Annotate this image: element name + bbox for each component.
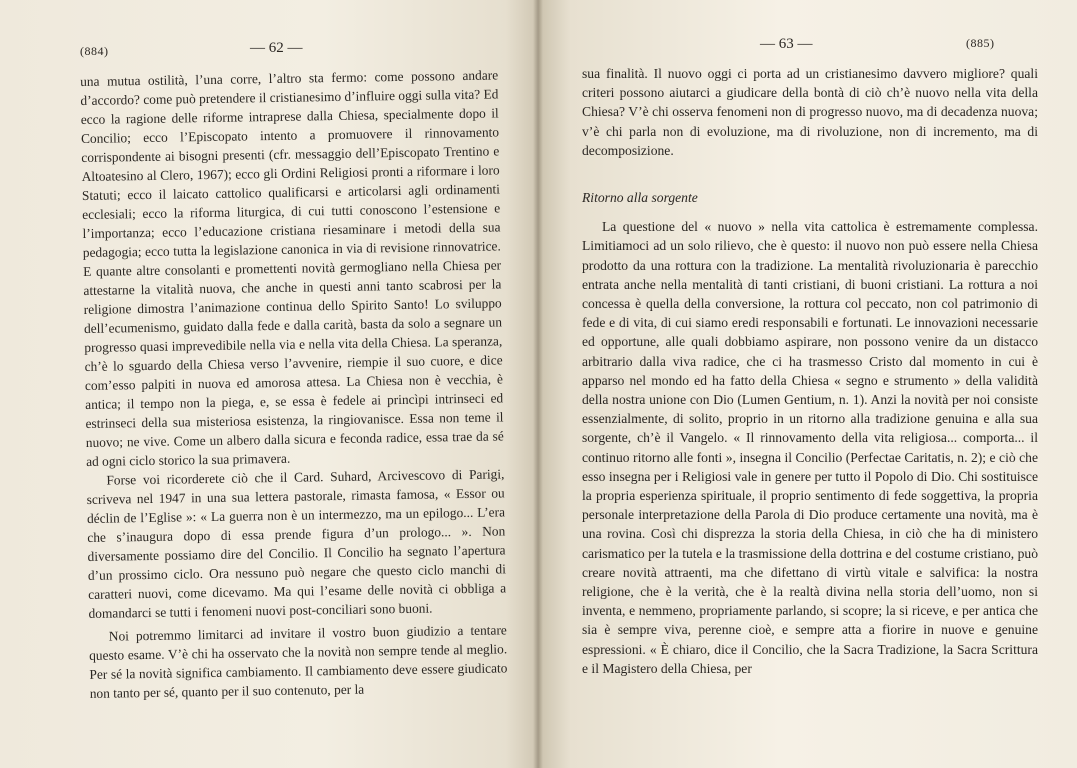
right-intro-paragraph: sua finalità. Il nuovo oggi ci porta ad un cristianesimo davvero migliore? quali criteri possono aiutarci a giudicare della bontà di ciò ch’è nuovo nella vita della Chiesa? V’è chi osserva fenomeni non di progresso nuovo, ma di decadenza nuova; v’è chi parla non di evoluzione, ma di rivoluzione, non di incremento, ma di decomposizione. xyxy=(582,66,1038,158)
right-page-header xyxy=(538,38,1077,58)
left-bracket-page-number: (884) xyxy=(80,44,109,58)
section-heading: Ritorno alla sorgente xyxy=(582,190,698,206)
left-paragraph-3: Noi potremmo limitarci ad invitare il vostro buon giudizio a tentare questo esame. V’è chi ha osservato che la novità non sempre tende al meglio. Per sé la novità significa cambiamento. Il cambiamento deve essere giudicato non tanto per sé, quanto per il suo contenuto, per la xyxy=(89,622,508,701)
right-bracket-page-number: (885) xyxy=(966,36,995,50)
right-page-number: — 63 — xyxy=(760,36,813,52)
right-paragraph-1: La questione del « nuovo » nella vita cattolica è estremamente complessa. Limitiamoci ad un solo rilievo, che è questo: il nuovo non può essere nella Chiesa prodotto da una rottura con la tradizione. La mentalità rivoluzionaria è parecchio entrata anche nella mentalità di tanti cristiani, di buoni cristiani. La rottura a noi concessa è quella della conversione, la rottura col peccato, non col patrimonio di fede e di vita, di cui siamo eredi responsabili e fortunati. Le innovazioni necessarie ed opportune, alle quali dobbiamo aspirare, non possono venire da un distacco arbitrario dalla viva radice, che ci ha trasmesso Cristo dal momento in cui è apparso nel mondo ed ha fatto della Chiesa « segno e strumento » della validità della nostra unione con Dio (Lumen Gentium, n. 1). Anzi la novità per noi consiste essenzialmente, di solito, proprio in un ritorno alla tradizione genuina e alla sua sorgente, ch’è il Vangelo. « Il rinnovamento della vita religiosa... comporta... il continuo ritorno alle fonti », insegna il Concilio (Perfectae Caritatis, n. 2); e ciò che esso insegna per i Religiosi vale in genere per tutto il Popolo di Dio. Chi sostituisce la propria esperienza spirituale, il proprio sentimento di fede soggettiva, la propria personale interpretazione della Parola di Dio produce certamente una novità, ma è una rovina. Così chi disprezza la storia della Chiesa, in ciò che ha di ministero carismatico per la tutela e la trasmissione della dottrina e del costume cristiano, può creare novità attraenti, ma che difettano di virtù vitale e salvifica: la nostra religione, che è la verità, che è la realtà divina nella storia dell’uomo, non si inventa, e nemmeno, propriamente parlando, si scopre; la si riceve, e per antica che sia è sempre viva, perenne cioè, e sempre atta a fiorire in nuove e genuine espressioni. « È chiaro, dice il Concilio, che la Sacra Tradizione, la Sacra Scrittura e il Magistero della Chiesa, per xyxy=(582,219,1038,676)
book-gutter xyxy=(533,0,543,768)
right-page xyxy=(538,0,1077,768)
left-page-body xyxy=(80,65,508,702)
left-paragraph-1: una mutua ostilità, l’una corre, l’altro sta fermo: come possono andare d’accordo? come può pretendere il cristianesimo d’influire oggi sulla vita? Ed ecco la ragione delle riforme intraprese dalla Chiesa, specialmente dopo il Concilio; ecco l’Episcopato intento a promuovere il rinnovamento corrispondente ai bisogni presenti (cfr. messaggio dell’Episcopato Trentino e Altoatesino al Clero, 1967); ecco gli Ordini Religiosi pronti a riformare i loro Statuti; ecco il laicato cattolico qualificarsi e articolarsi agli ordinamenti ecclesiali; ecco la riforma liturgica, di cui tutti conoscono l’estensione e l’importanza; ecco l’educazione cristiana riesaminare i metodi della sua pedagogia; ecco tutta la legislazione canonica in via di revisione rinnovatrice. E quante altre consolanti e promettenti novità germogliano nella Chiesa per attestarne la vitalità nuova, che anche in questi anni tanto scabrosi per la religione dimostra l’animazione continua dello Spirito Santo! Lo sviluppo dell’ecumenismo, guidato dalla fede e dalla carità, basta da solo a segnare un progresso quasi imprevedibile nella via e nella vita della Chiesa. La speranza, ch’è lo sguardo della Chiesa verso l’avvenire, riempie il suo cuore, e dice com’esso palpiti in nuova ed amorosa attesa. La Chiesa non è vecchia, è antica; il tempo non la piega, e, se essa è fedele ai princìpi intrinseci ed estrinseci della sua misteriosa esistenza, la ringiovanisce. Essa non teme il nuovo; ne vive. Come un albero dalla sicura e feconda radice, essa trae da sé ad ogni ciclo storico la sua primavera. xyxy=(80,67,504,469)
left-paragraph-2: Forse voi ricorderete ciò che il Card. Suhard, Arcivescovo di Parigi, scriveva nel 1947 in una sua lettera pastorale, rimasta famosa, « Essor ou déclin de l’Eglise »: « La guerra non è un intermezzo, ma un epilogo... L’era che s’inaugura dopo di essa prende figura d’un prologo... ». Non diversamente possiamo dire del Concilio. Il Concilio ha segnato l’apertura d’un prossimo ciclo. Ora nessuno può negare che questo ciclo manchi di caratteri nuovi, come dicevamo. Ma qui l’esame delle novità ci obbliga a domandarci se tutti i fenomeni nuovi post-conciliari sono buoni. xyxy=(86,466,507,621)
left-page-number: — 62 — xyxy=(250,40,303,56)
right-page-body xyxy=(582,64,1038,678)
left-page-header xyxy=(0,38,538,58)
left-page xyxy=(0,0,538,768)
